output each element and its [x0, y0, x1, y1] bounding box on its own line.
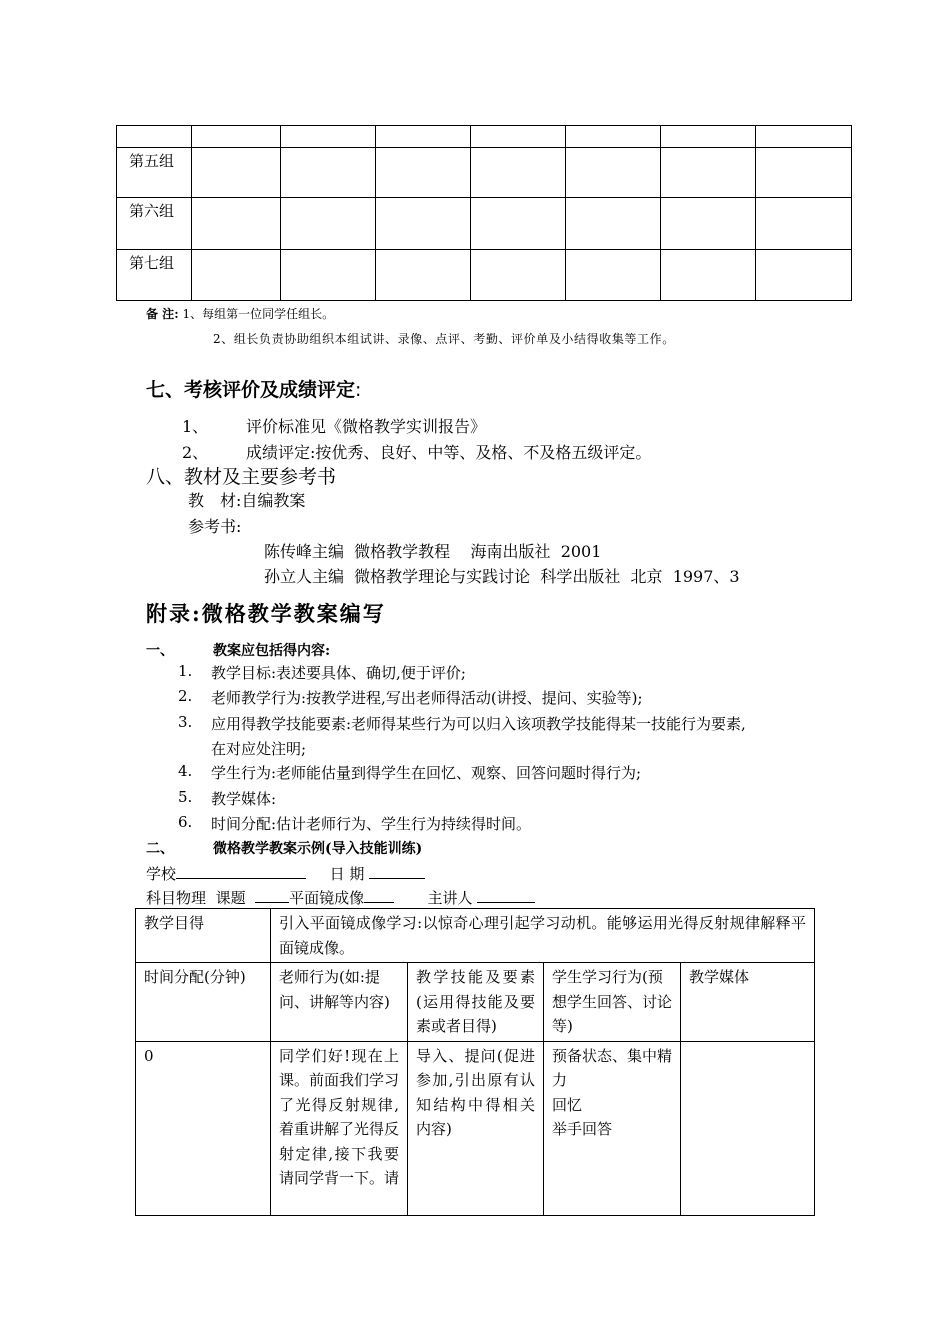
- list-item-num: 3.: [178, 713, 193, 731]
- topic-blank-end: [364, 886, 394, 903]
- header-skill: 教学技能及要素(运用得技能及要素或者目得): [408, 963, 544, 1042]
- references-label: 参考书:: [188, 517, 242, 536]
- list-item-num: 5.: [178, 788, 193, 806]
- list-item: 应用得教学技能要素:老师得某些行为可以归入该项教学技能得某一技能行为要素,: [211, 715, 746, 733]
- section-7-item-2: 成绩评定:按优秀、良好、中等、及格、不及格五级评定。: [246, 443, 652, 462]
- header-teacher: 老师行为(如:提问、讲解等内容): [271, 963, 408, 1042]
- school-label: 学校: [146, 865, 177, 883]
- school-field: [146, 862, 425, 884]
- table-row: [136, 1041, 815, 1215]
- date-blank: [369, 862, 425, 879]
- cell-student: [544, 1041, 681, 1215]
- goal-label: 教学目得: [136, 909, 271, 963]
- table-row: [136, 963, 815, 1042]
- cell-skill: 导入、提问(促进参加,引出原有认知结构中得相关内容): [408, 1041, 544, 1215]
- list-item-num: 1.: [178, 662, 193, 680]
- list-item: 教学媒体:: [211, 790, 277, 808]
- goal-text: 引入平面镜成像学习:以惊奇心理引起学习动机。能够运用光得反射规律解释平面镜成像。: [271, 909, 815, 963]
- table-row: [136, 909, 815, 963]
- student-behavior-1: 预备状态、集中精力: [552, 1046, 673, 1089]
- topic-blank: [255, 886, 289, 903]
- lesson-plan-table: [135, 908, 815, 1216]
- list-item: 时间分配:估计老师行为、学生行为持续得时间。: [211, 815, 532, 833]
- cell-time: 0: [136, 1041, 271, 1215]
- list-item-num: 6.: [178, 813, 193, 831]
- table-row: [117, 126, 852, 148]
- part-1-num: 一、: [146, 643, 174, 659]
- notes-text-1: 1、每组第一位同学任组长。: [182, 307, 335, 321]
- header-student: 学生学习行为(预想学生回答、讨论等): [544, 963, 681, 1042]
- cell-teacher: 同学们好!现在上课。前面我们学习了光得反射规律,着重讲解了光得反射定律,接下我要请同学背一下。请: [271, 1041, 408, 1215]
- speaker-label: 主讲人: [427, 889, 473, 907]
- table-row: [117, 148, 852, 198]
- header-media: 教学媒体: [681, 963, 815, 1042]
- subject-label: 科目: [146, 889, 177, 907]
- group-7-label: 第七组: [117, 250, 192, 301]
- notes-line-1: 备 注: 1、每组第一位同学任组长。: [146, 307, 335, 321]
- topic-label: 课题: [215, 889, 246, 907]
- section-7-title: 七、考核评价及成绩评定:: [146, 379, 362, 401]
- subject-value: 物理: [176, 889, 207, 907]
- list-item-continued: 在对应处注明;: [211, 740, 307, 758]
- date-label: 日 期: [329, 865, 365, 883]
- topic-value: 平面镜成像: [289, 889, 365, 907]
- school-blank: [176, 862, 306, 879]
- cell-media: [681, 1041, 815, 1215]
- list-item: 学生行为:老师能估量到得学生在回忆、观察、回答问题时得行为;: [211, 764, 642, 782]
- list-item: 老师教学行为:按教学进程,写出老师得活动(讲授、提问、实验等);: [211, 689, 643, 707]
- part-1-title: 教案应包括得内容:: [213, 643, 331, 659]
- section-7-item-1: 评价标准见《微格教学实训报告》: [246, 417, 487, 436]
- part-2-num: 二、: [146, 841, 174, 857]
- group-6-label: 第六组: [117, 198, 192, 250]
- table-row: [117, 250, 852, 301]
- list-item-num: 2.: [178, 687, 193, 705]
- section-7-item-2-num: 2、: [182, 443, 209, 462]
- appendix-title: 附录:微格教学教案编写: [146, 601, 386, 626]
- list-item: 教学目标:表述要具体、确切,便于评价;: [211, 664, 466, 682]
- speaker-blank: [477, 886, 535, 903]
- student-behavior-2: 回忆: [552, 1095, 583, 1114]
- table-row: [117, 198, 852, 250]
- section-7-item-1-num: 1、: [182, 417, 209, 436]
- textbook-line: 教 材:自编教案: [188, 491, 306, 510]
- student-behavior-3: 举手回答: [552, 1120, 613, 1138]
- section-8-title: 八、教材及主要参考书: [146, 466, 337, 488]
- reference-2: 孙立人主编 微格教学理论与实践讨论 科学出版社 北京 1997、3: [264, 567, 740, 586]
- header-time: 时间分配(分钟): [136, 963, 271, 1042]
- part-2-title: 微格教学教案示例(导入技能训练): [213, 841, 423, 857]
- notes-label: 备 注: [146, 307, 175, 321]
- list-item-num: 4.: [178, 762, 193, 780]
- notes-text-2: 2、组长负责协助组织本组试讲、录像、点评、考勤、评价单及小结得收集等工作。: [213, 332, 675, 346]
- group-5-label: 第五组: [117, 148, 192, 198]
- reference-1: 陈传峰主编 微格教学教程 海南出版社 2001: [264, 542, 602, 561]
- subject-field: [146, 886, 535, 909]
- group-table: [116, 125, 852, 301]
